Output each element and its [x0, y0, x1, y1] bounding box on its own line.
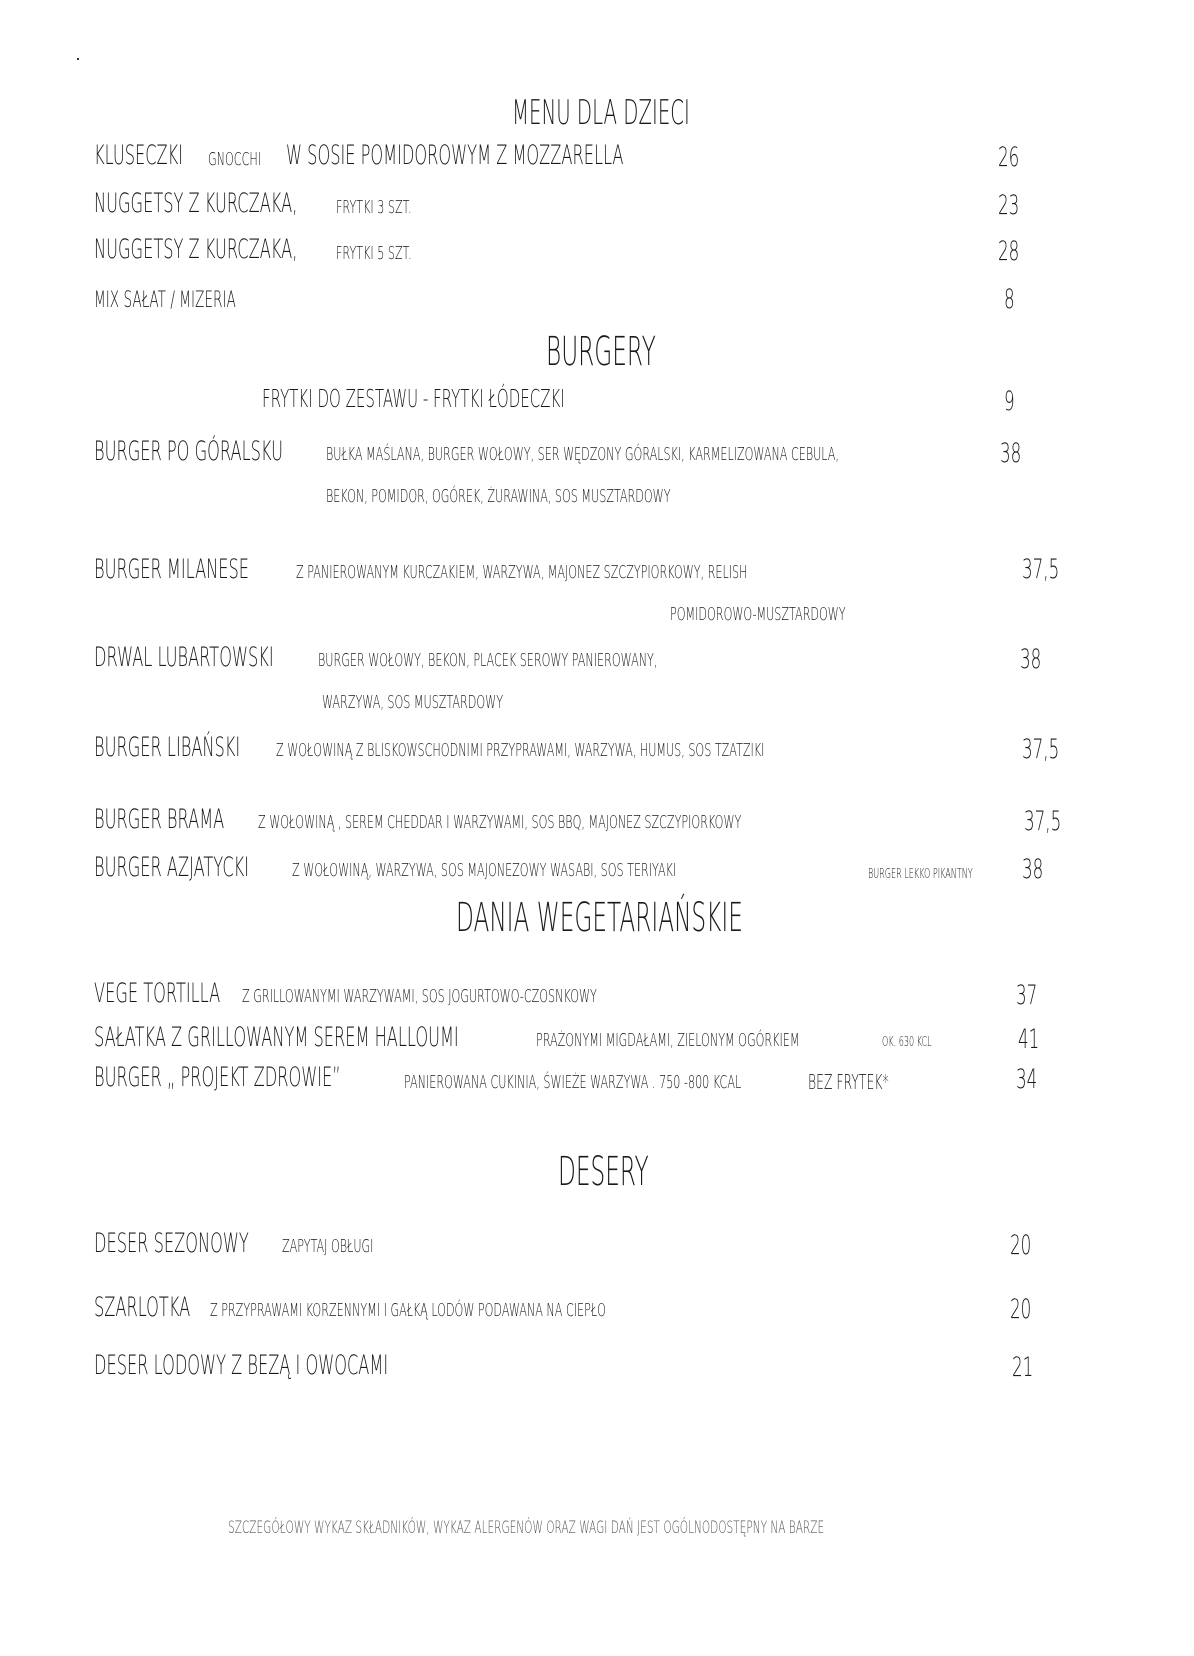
veg-2-note: OK. 630 KCL [882, 1035, 932, 1050]
dessert-2-desc: Z PRZYPRAWAMI KORZENNYMI I GAŁKĄ LODÓW PODAWANA NA CIEPŁO [210, 1300, 606, 1321]
dessert-3-name: DESER LODOWY Z BEZĄ I OWOCAMI [94, 1350, 389, 1381]
dessert-2-name: SZARLOTKA [94, 1292, 191, 1323]
footer-note: SZCZEGÓŁOWY WYKAZ SKŁADNIKÓW, WYKAZ ALERGENÓW ORAZ WAGI DAŃ JEST OGÓLNODOSTĘPNY NA BARZE [228, 1518, 825, 1538]
burger-3-desc2: WARZYWA, SOS MUSZTARDOWY [322, 692, 504, 713]
kids-item-1-desc: GNOCCHI [208, 149, 262, 170]
kids-item-3-name: NUGGETSY Z KURCZAKA, [94, 234, 298, 265]
veg-2-desc: PRAŻONYMI MIGDAŁAMI, ZIELONYM OGÓRKIEM [536, 1030, 800, 1051]
burger-6-name: BURGER AZJATYCKI [94, 852, 250, 883]
veg-2-name: SAŁATKA Z GRILLOWANYM SEREM HALLOUMI [94, 1022, 459, 1053]
burger-1-desc2: BEKON, POMIDOR, OGÓREK, ŻURAWINA, SOS MUSZTARDOWY [326, 486, 671, 507]
burger-3-name: DRWAL LUBARTOWSKI [94, 642, 274, 673]
burger-2-name: BURGER MILANESE [94, 554, 250, 585]
veg-3-desc: PANIEROWANA CUKINIA, ŚWIEŻE WARZYWA . 750 -800 KCAL [404, 1072, 742, 1093]
section-title-kids: MENU DLA DZIECI [512, 93, 690, 133]
stray-dot [77, 58, 79, 60]
burgers-fries-label: FRYTKI DO ZESTAWU - FRYTKI ŁÓDECZKI [262, 384, 565, 413]
section-title-desserts: DESERY [558, 1149, 649, 1195]
burger-6-desc: Z WOŁOWINĄ, WARZYWA, SOS MAJONEZOWY WASABI, SOS TERIYAKI [292, 860, 677, 881]
kids-item-2-name: NUGGETSY Z KURCZAKA, [94, 188, 298, 219]
kids-item-3-price: 28 [998, 236, 1020, 267]
veg-3-price: 34 [1016, 1064, 1038, 1095]
kids-item-2-desc: FRYTKI 3 SZT. [336, 197, 412, 218]
veg-3-desc2: BEZ FRYTEK* [808, 1070, 889, 1094]
burger-3-desc: BURGER WOŁOWY, BEKON, PLACEK SEROWY PANIEROWANY, [318, 650, 658, 671]
kids-item-2-price: 23 [998, 190, 1020, 221]
burger-6-price: 38 [1022, 854, 1044, 885]
dessert-1-name: DESER SEZONOWY [94, 1228, 249, 1259]
burger-1-name: BURGER PO GÓRALSKU [94, 436, 283, 467]
dessert-1-desc: ZAPYTAJ OBŁUGI [282, 1236, 374, 1257]
burger-5-desc: Z WOŁOWINĄ , SEREM CHEDDAR I WARZYWAMI, SOS BBQ, MAJONEZ SZCZYPIORKOWY [258, 812, 742, 833]
burger-4-desc: Z WOŁOWINĄ Z BLISKOWSCHODNIMI PRZYPRAWAMI, WARZYWA, HUMUS, SOS TZATZIKI [276, 740, 765, 761]
veg-1-price: 37 [1016, 980, 1038, 1011]
section-title-burgers: BURGERY [546, 329, 656, 375]
veg-2-price: 41 [1018, 1024, 1040, 1055]
kids-item-3-desc: FRYTKI 5 SZT. [336, 243, 412, 264]
kids-item-4-name: MIX SAŁAT / MIZERIA [94, 288, 236, 313]
burger-6-note: BURGER LEKKO PIKANTNY [868, 867, 973, 882]
veg-1-desc: Z GRILLOWANYMI WARZYWAMI, SOS JOGURTOWO-CZOSNKOWY [242, 986, 597, 1007]
burger-3-price: 38 [1020, 644, 1042, 675]
burger-2-desc2: POMIDOROWO-MUSZTARDOWY [670, 604, 846, 625]
burger-4-price: 37,5 [1022, 734, 1060, 765]
burger-5-name: BURGER BRAMA [94, 804, 225, 835]
section-title-veg: DANIA WEGETARIAŃSKIE [456, 895, 743, 941]
burger-2-price: 37,5 [1022, 554, 1060, 585]
burger-5-price: 37,5 [1024, 806, 1062, 837]
burger-4-name: BURGER LIBAŃSKI [94, 732, 241, 763]
dessert-1-price: 20 [1010, 1230, 1032, 1261]
veg-1-name: VEGE TORTILLA [94, 978, 221, 1009]
kids-item-1-name: KLUSECZKI [94, 140, 184, 171]
kids-item-1-name-cont: W SOSIE POMIDOROWYM Z MOZZARELLA [286, 140, 624, 171]
burgers-fries-price: 9 [1004, 386, 1015, 417]
burger-1-price: 38 [1000, 438, 1022, 469]
kids-item-1-price: 26 [998, 142, 1020, 173]
dessert-2-price: 20 [1010, 1294, 1032, 1325]
kids-item-4-price: 8 [1004, 284, 1015, 315]
burger-1-desc: BUŁKA MAŚLANA, BURGER WOŁOWY, SER WĘDZONY GÓRALSKI, KARMELIZOWANA CEBULA, [326, 444, 839, 465]
burger-2-desc: Z PANIEROWANYM KURCZAKIEM, WARZYWA, MAJONEZ SZCZYPIORKOWY, RELISH [296, 562, 748, 583]
dessert-3-price: 21 [1012, 1352, 1034, 1383]
veg-3-name: BURGER „ PROJEKT ZDROWIE” [94, 1062, 341, 1093]
